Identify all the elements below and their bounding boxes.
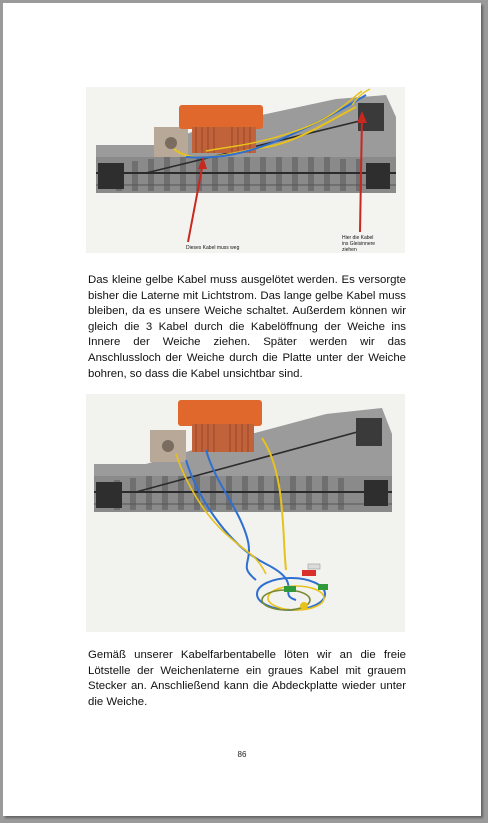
- figure1-caption-right-line2: ins Gleisinnere: [342, 241, 376, 247]
- document-page: [3, 3, 481, 816]
- figure1-caption-left: Dieses Kabel muss weg: [186, 245, 240, 251]
- figure1-caption-right-line3: ziehen: [342, 247, 357, 253]
- photo-switch-track-before: [86, 87, 405, 253]
- paragraph-cable-removal: Das kleine gelbe Kabel muss ausgelötet werden. Es versorgte bisher die Laterne mit Lichtstrom. Das lange gelbe Kabel muss bleiben, da es unsere Weiche schaltet. Außerdem können wir gleich die 3 Kabel durch die Kabelöffnung der Weiche ins Innere der Weiche ziehen. Später werden wir das Anschlussloch der Weiche durch die Platte unter der Weiche bohren, so dass die Kabel unsichtbar sind.: [88, 274, 406, 380]
- photo-switch-track-with-cables: [86, 394, 405, 632]
- figure1-caption-right-line1: Hier die Kabel: [342, 235, 374, 241]
- paragraph-grey-cable: Gemäß unserer Kabelfarbentabelle löten wir an die freie Lötstelle der Weichenlaterne ein graues Kabel mit grauem Stecker an. Anschließend kann die Abdeckplatte wieder unter die Weiche.: [88, 649, 406, 708]
- switch-track-cables-illustration: [86, 394, 405, 632]
- page-number: 86: [237, 750, 247, 759]
- switch-track-illustration: [86, 87, 405, 253]
